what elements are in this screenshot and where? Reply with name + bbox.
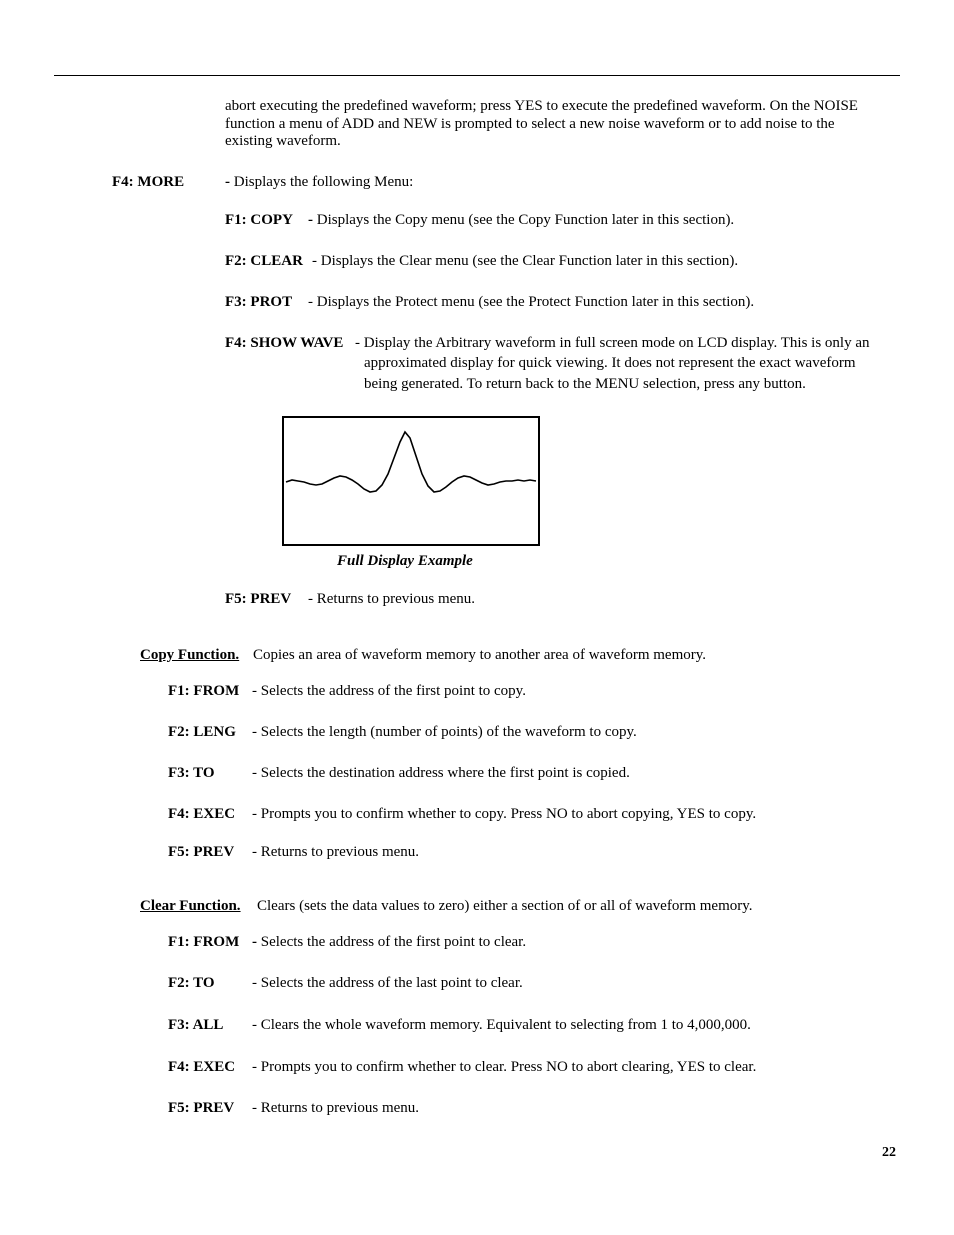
copy-function-heading: Copy Function. bbox=[140, 647, 240, 663]
show-wave-desc-line: approximated display for quick viewing. It does not represent the exact waveform bbox=[364, 355, 856, 371]
more-item-prev-desc: - Returns to previous menu. bbox=[308, 591, 476, 607]
show-wave-key: F4: SHOW WAVE bbox=[225, 335, 344, 351]
more-desc-text: Displays the following Menu: bbox=[233, 174, 414, 190]
more-item-copy-desc: - Displays the Copy menu (see the Copy Function later in this section). bbox=[308, 212, 735, 228]
copy-item-desc: - Prompts you to confirm whether to copy. Press NO to abort copying, YES to copy. bbox=[252, 806, 757, 822]
continuation-line: function a menu of ADD and NEW is prompted to select a new noise waveform or to add noise to the bbox=[225, 116, 835, 132]
more-item-clear-key: F2: CLEAR bbox=[225, 253, 303, 269]
clear-item-desc: - Selects the address of the first point to clear. bbox=[252, 934, 527, 950]
show-wave-desc-line: - Display the Arbitrary waveform in full screen mode on LCD display. This is only an bbox=[355, 335, 870, 351]
clear-function-intro: Clears (sets the data values to zero) either a section of or all of waveform memory. bbox=[257, 898, 753, 914]
more-dash: - bbox=[225, 174, 234, 190]
header-rule bbox=[54, 75, 900, 76]
more-item-prot-key: F3: PROT bbox=[225, 294, 293, 310]
clear-item-key: F5: PREV bbox=[168, 1100, 235, 1116]
continuation-line: abort executing the predefined waveform; press YES to execute the predefined waveform. On the NOISE bbox=[225, 98, 858, 114]
clear-item-desc: - Selects the address of the last point to clear. bbox=[252, 975, 523, 991]
copy-item-desc: - Selects the destination address where the first point is copied. bbox=[252, 765, 630, 781]
waveform-trace bbox=[286, 432, 536, 492]
waveform-display-figure bbox=[282, 416, 540, 546]
continuation-line: existing waveform. bbox=[225, 133, 341, 149]
copy-function-intro: Copies an area of waveform memory to another area of waveform memory. bbox=[253, 647, 707, 663]
clear-item-key: F3: ALL bbox=[168, 1017, 224, 1033]
copy-item-key: F5: PREV bbox=[168, 844, 235, 860]
page-number: 22 bbox=[882, 1145, 896, 1160]
clear-item-desc: - Clears the whole waveform memory. Equivalent to selecting from 1 to 4,000,000. bbox=[252, 1017, 751, 1033]
clear-item-desc: - Prompts you to confirm whether to clear. Press NO to abort clearing, YES to clear. bbox=[252, 1059, 757, 1075]
copy-item-key: F3: TO bbox=[168, 765, 215, 781]
copy-item-key: F1: FROM bbox=[168, 683, 240, 699]
clear-item-desc: - Returns to previous menu. bbox=[252, 1100, 420, 1116]
copy-item-desc: - Selects the length (number of points) of the waveform to copy. bbox=[252, 724, 637, 740]
more-item-prot-desc: - Displays the Protect menu (see the Protect Function later in this section). bbox=[308, 294, 755, 310]
more-item-copy-key: F1: COPY bbox=[225, 212, 293, 228]
figure-caption: Full Display Example bbox=[337, 553, 473, 569]
more-key bbox=[112, 172, 184, 192]
clear-item-key: F4: EXEC bbox=[168, 1059, 236, 1075]
copy-item-key: F2: LENG bbox=[168, 724, 236, 740]
clear-item-key: F1: FROM bbox=[168, 934, 240, 950]
more-key-label: F4: MORE bbox=[112, 174, 185, 190]
sinc-waveform-graphic bbox=[284, 418, 538, 544]
copy-item-desc: - Selects the address of the first point to copy. bbox=[252, 683, 526, 699]
more-desc bbox=[225, 172, 413, 192]
copy-item-desc: - Returns to previous menu. bbox=[252, 844, 420, 860]
copy-item-key: F4: EXEC bbox=[168, 806, 236, 822]
clear-function-heading: Clear Function. bbox=[140, 898, 241, 914]
show-wave-desc-line: being generated. To return back to the MENU selection, press any button. bbox=[364, 376, 806, 392]
more-item-clear-desc: - Displays the Clear menu (see the Clear Function later in this section). bbox=[312, 253, 739, 269]
clear-item-key: F2: TO bbox=[168, 975, 215, 991]
more-item-prev-key: F5: PREV bbox=[225, 591, 292, 607]
